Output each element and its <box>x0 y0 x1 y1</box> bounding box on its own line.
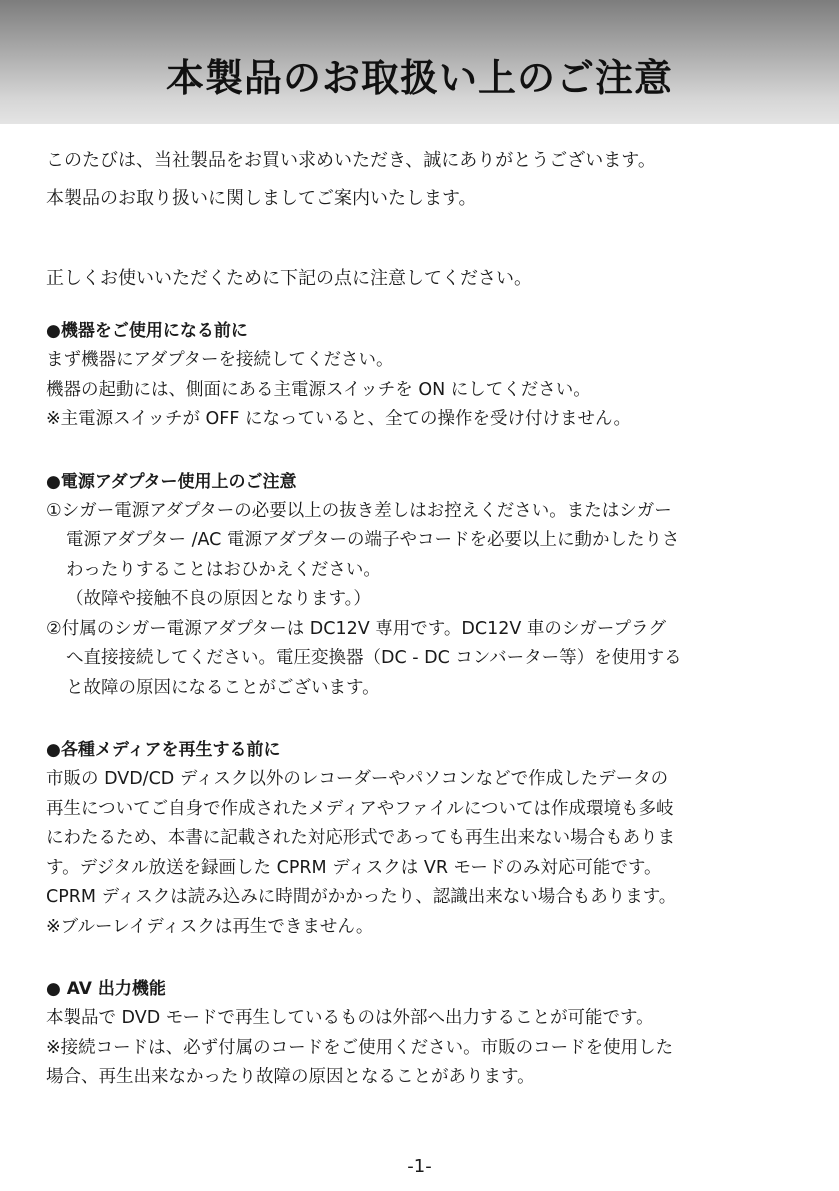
section-line: ②付属のシガー電源アダプターは DC12V 専用です。DC12V 車のシガープラグ <box>46 618 667 639</box>
section-line: 機器の起動には、側面にある主電源スイッチを ON にしてください。 <box>46 379 591 400</box>
section-media-playback <box>46 735 806 942</box>
section-line: す。デジタル放送を録画した CPRM ディスクは VR モードのみ対応可能です。 <box>46 857 662 878</box>
section-heading: ●機器をご使用になる前に <box>46 321 248 341</box>
section-line: 本製品で DVD モードで再生しているものは外部へ出力することが可能です。 <box>46 1008 654 1028</box>
section-line: （故障や接触不良の原因となります。） <box>66 589 371 609</box>
section-line: ①シガー電源アダプターの必要以上の抜き差しはお控えください。またはシガー <box>46 500 672 521</box>
lead-paragraph <box>46 260 806 298</box>
section-heading: ●各種メディアを再生する前に <box>46 740 281 760</box>
section-line: 電源アダプター /AC 電源アダプターの端子やコードを必要以上に動かしたりさ <box>66 530 680 550</box>
section-line: CPRM ディスクは読み込みに時間がかかったり、認識出来ない場合もあります。 <box>46 887 677 907</box>
section-line: 再生についてご自身で作成されたメディアやファイルについては作成環境も多岐 <box>46 798 674 819</box>
section-heading: ●電源アダプター使用上のご注意 <box>46 471 297 492</box>
intro-line: 本製品のお取り扱いに関しましてご案内いたします。 <box>46 188 477 209</box>
section-heading: ● AV 出力機能 <box>46 979 166 999</box>
section-line: まず機器にアダプターを接続してください。 <box>46 350 394 370</box>
section-line: にわたるため、本書に記載された対応形式であっても再生出来ない場合もありま <box>46 828 676 848</box>
section-line: 場合、再生出来なかったり故障の原因となることがあります。 <box>46 1067 535 1087</box>
section-before-use <box>46 316 806 435</box>
section-line: わったりすることはおひかえください。 <box>66 559 381 580</box>
section-av-output <box>46 974 806 1093</box>
section-line: ※主電源スイッチが OFF になっていると、全ての操作を受け付けません。 <box>46 409 632 429</box>
intro-paragraph <box>46 142 806 218</box>
section-line: と故障の原因になることがございます。 <box>66 677 380 698</box>
intro-line: このたびは、当社製品をお買い求めいただき、誠にありがとうございます。 <box>46 150 656 171</box>
page-title: 本製品のお取扱い上のご注意 <box>165 56 673 100</box>
lead-line: 正しくお使いいただくために下記の点に注意してください。 <box>46 268 532 289</box>
section-line: ※接続コードは、必ず付属のコードをご使用ください。市販のコードを使用した <box>46 1037 674 1058</box>
section-line: ※ブルーレイディスクは再生できません。 <box>46 916 374 937</box>
section-line: 市販の DVD/CD ディスク以外のレコーダーやパソコンなどで作成したデータの <box>46 769 669 789</box>
section-line: へ直接接続してください。電圧変換器（DC - DC コンバーター等）を使用する <box>66 648 682 668</box>
document-body <box>46 142 806 1093</box>
page-number: -1- <box>407 1156 432 1177</box>
section-power-adapter <box>46 467 806 704</box>
